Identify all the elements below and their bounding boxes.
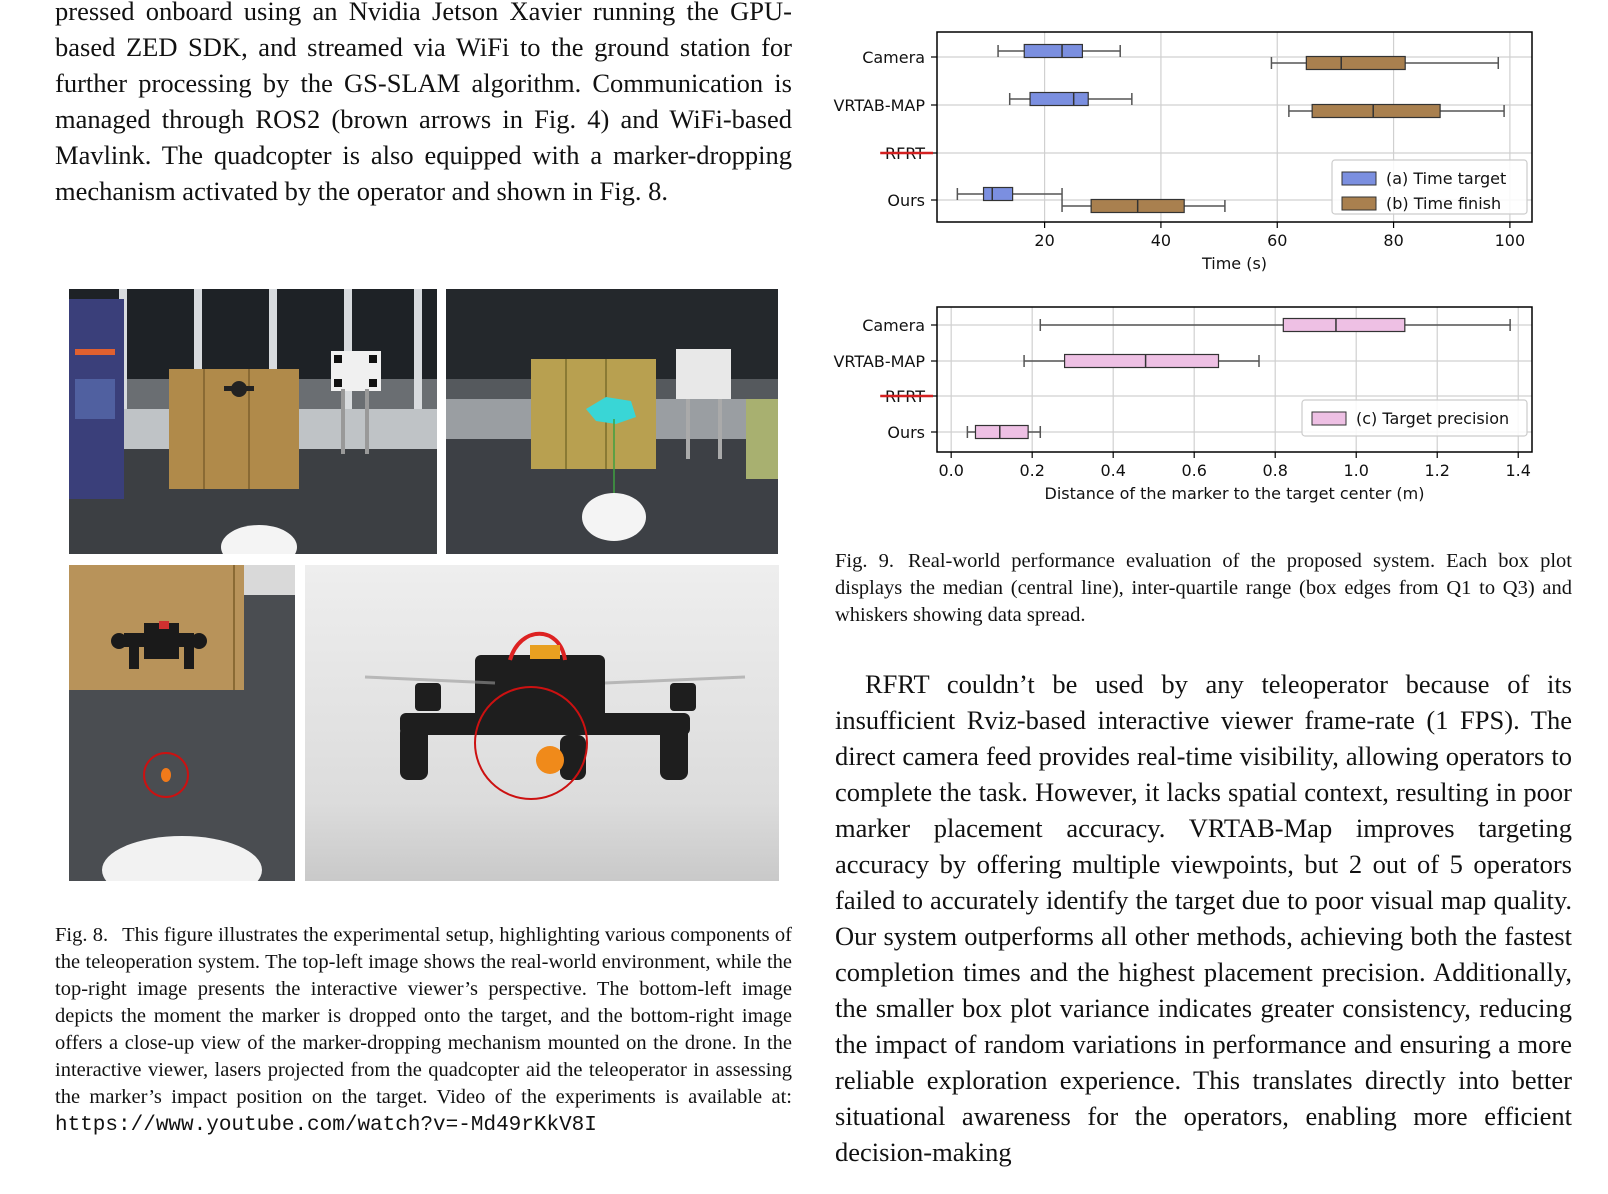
legend-label-b-time-finish: (b) Time finish xyxy=(1386,194,1502,213)
box-a-time-target-camera xyxy=(998,45,1120,58)
x-tick-label: 100 xyxy=(1494,231,1526,250)
fig9-caption xyxy=(835,548,1572,629)
photo-real-environment xyxy=(69,289,437,554)
x-tick-label: 40 xyxy=(1150,231,1172,250)
iqr-box xyxy=(984,188,1013,201)
legend-swatch-a-time-target xyxy=(1342,172,1376,185)
fig8-label: Fig. 8. xyxy=(55,924,109,946)
x-tick-label: 1.4 xyxy=(1505,461,1531,480)
iqr-box xyxy=(1283,319,1405,332)
iqr-box xyxy=(975,426,1028,439)
x-tick-label: 0.2 xyxy=(1019,461,1045,480)
legend-swatch-c-target-precision xyxy=(1312,412,1346,425)
box-a-time-target-ours xyxy=(957,188,1062,201)
intro-paragraph: pressed onboard using an Nvidia Jetson Xavier running the GPU-based ZED SDK, and streamed via WiFi to the ground station for further processing by the GS-SLAM algorithm. Communication is managed through ROS2 (brown arrows in Fig. 4) and WiFi-based Mavlink. The quadcopter is also equipped with a marker-dropping mechanism activated by the operator and shown in Fig. 8. xyxy=(55,0,792,206)
legend xyxy=(1332,160,1527,214)
box-b-time-finish-vrtab-map xyxy=(1289,105,1504,118)
precision-boxplot-chart xyxy=(815,295,1575,510)
body-paragraph: RFRT couldn’t be used by any teleoperator because of its insufficient Rviz-based interactive viewer frame-rate (1 FPS). The direct camera feed provides real-time visibility, allowing operators to complete the task. However, it lacks spatial context, resulting in poor marker placement accuracy. VRTAB-Map improves targeting accuracy by offering multiple viewpoints, but 2 out of 5 operators failed to accurately identify the target due to poor visual map quality. Our system outperforms all other methods, achieving both the fastest completion times and the highest placement precision. Additionally, the smaller box plot variance indicates greater consistency, reducing the impact of random variations in performance and ensuring a more reliable exploration experience. This translates directly into better situational awareness for the operators, enabling more efficient decision-making xyxy=(835,669,1572,1167)
box-b-time-finish-ours xyxy=(1062,200,1225,213)
x-tick-label: 0.8 xyxy=(1262,461,1288,480)
fig8-caption xyxy=(55,922,792,1139)
video-link[interactable]: https://www.youtube.com/watch?v=-Md49rKkV8I xyxy=(55,1114,597,1137)
iqr-box xyxy=(1030,93,1088,106)
x-tick-label: 20 xyxy=(1034,231,1055,250)
category-label-camera: Camera xyxy=(862,48,925,67)
iqr-box xyxy=(1065,355,1219,368)
x-tick-label: 80 xyxy=(1383,231,1404,250)
iqr-box xyxy=(1312,105,1440,118)
category-label-ours: Ours xyxy=(887,191,925,210)
fig8-photo-grid xyxy=(69,289,769,881)
category-label-vrtab-map: VRTAB-MAP xyxy=(833,96,925,115)
legend-label-a-time-target: (a) Time target xyxy=(1386,169,1507,188)
x-axis-label: Distance of the marker to the target center (m) xyxy=(1044,484,1425,503)
category-label-rfrt: RFRT xyxy=(884,144,925,163)
fig8-text: This figure illustrates the experimental setup, highlighting various components of the teleoperation system. The top-left image shows the real-world environment, while the top-right image presents the interactive viewer’s perspective. The bottom-left image depicts the moment the marker is dropped onto the target, and the bottom-right image offers a close-up view of the marker-dropping mechanism mounted on the drone. In the interactive viewer, lasers projected from the quadcopter aid the teleoperator in assessing the marker’s impact position on the target. Video of the experiments is available at: xyxy=(55,924,792,1108)
x-tick-label: 1.0 xyxy=(1343,461,1369,480)
category-label-camera: Camera xyxy=(862,316,925,335)
category-label-vrtab-map: VRTAB-MAP xyxy=(833,352,925,371)
photo-marker-drop xyxy=(69,565,295,881)
time-boxplot-chart xyxy=(815,20,1575,285)
x-tick-label: 60 xyxy=(1267,231,1288,250)
category-label-rfrt: RFRT xyxy=(884,387,925,406)
photo-interactive-viewer xyxy=(446,289,778,554)
time-boxplot-svg xyxy=(815,20,1575,285)
box-a-time-target-vrtab-map xyxy=(1010,93,1132,106)
fig9-text: Real-world performance evaluation of the proposed system. Each box plot displays the median (central line), inter-quartile range (box edges from Q1 to Q3) and whiskers showing data spread. xyxy=(835,550,1572,626)
fig9-label: Fig. 9. xyxy=(835,550,894,572)
box-b-time-finish-camera xyxy=(1271,57,1498,70)
iqr-box xyxy=(1306,57,1405,70)
category-label-ours: Ours xyxy=(887,423,925,442)
box-c-target-precision-vrtab-map xyxy=(1024,355,1259,368)
x-tick-label: 0.6 xyxy=(1181,461,1207,480)
legend-swatch-b-time-finish xyxy=(1342,197,1376,210)
photo-drone-closeup xyxy=(305,565,779,881)
x-axis-label: Time (s) xyxy=(1201,254,1268,273)
iqr-box xyxy=(1024,45,1082,58)
x-tick-label: 0.4 xyxy=(1100,461,1126,480)
x-tick-label: 1.2 xyxy=(1424,461,1450,480)
legend-label-c-target-precision: (c) Target precision xyxy=(1356,409,1510,428)
x-tick-label: 0.0 xyxy=(938,461,964,480)
legend xyxy=(1302,400,1527,436)
precision-boxplot-svg xyxy=(815,295,1575,510)
box-c-target-precision-ours xyxy=(967,426,1040,439)
